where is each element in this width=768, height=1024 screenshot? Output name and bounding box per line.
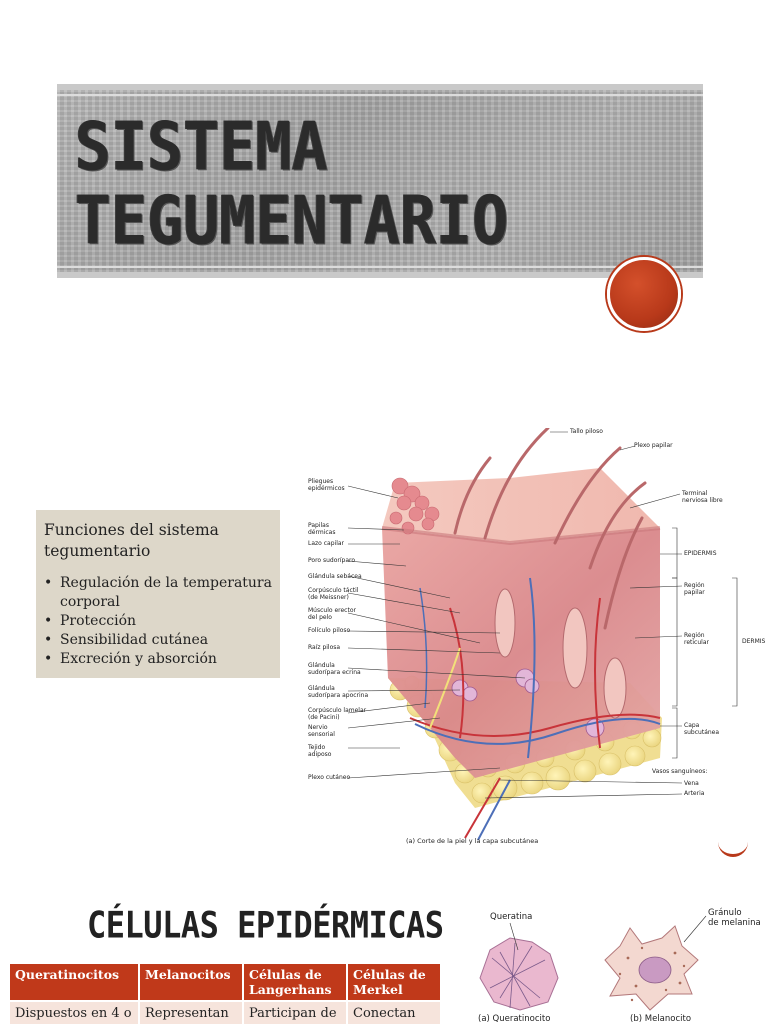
label-vena: Vena bbox=[684, 780, 699, 787]
table-header: Células de Langerhans bbox=[243, 964, 347, 1001]
label-capa-subcutanea: Capa subcutánea bbox=[684, 722, 720, 736]
functions-box bbox=[36, 510, 280, 678]
cells-table bbox=[10, 964, 442, 1024]
diagram-caption: (a) Corte de la piel y la capa subcutánea bbox=[406, 837, 539, 845]
label-poro: Poro sudoríparo bbox=[308, 557, 356, 564]
table-cell: Participan de bbox=[243, 1001, 347, 1024]
functions-list bbox=[44, 574, 272, 669]
label-apocrina: Glándula sudorípara apocrina bbox=[308, 685, 369, 699]
label-pacini: Corpúsculo lamelar (de Pacini) bbox=[308, 707, 367, 721]
label-lazo-capilar: Lazo capilar bbox=[308, 540, 345, 547]
label-dermis: DERMIS bbox=[742, 638, 766, 645]
label-queratina: Queratina bbox=[490, 912, 533, 922]
label-vasos: Vasos sanguíneos: bbox=[652, 768, 708, 775]
table-cell: Representan bbox=[139, 1001, 243, 1024]
cells-slide bbox=[0, 868, 768, 1024]
label-terminal-nerviosa: Terminal nerviosa libre bbox=[682, 490, 723, 504]
caption-queratinocito: (a) Queratinocito bbox=[478, 1014, 551, 1024]
label-region-papilar: Región papilar bbox=[684, 582, 705, 596]
label-pliegues: Pliegues epidérmicos bbox=[308, 478, 345, 492]
label-plexo-papilar: Plexo papilar bbox=[634, 442, 673, 449]
label-erector: Músculo erector del pelo bbox=[308, 607, 356, 621]
functions-slide bbox=[0, 340, 768, 868]
table-cell: Conectan bbox=[347, 1001, 441, 1024]
functions-title: Funciones del sistema tegumentario bbox=[44, 521, 219, 560]
decorative-circle-icon bbox=[718, 840, 748, 857]
list-item: • Sensibilidad cutánea bbox=[44, 631, 272, 650]
list-item: • Protección bbox=[44, 612, 272, 631]
table-cell: Dispuestos en 4 o bbox=[10, 1001, 139, 1024]
table-header: Queratinocitos bbox=[10, 964, 139, 1001]
table-header-row bbox=[10, 964, 441, 1001]
banner-stripe-bottom bbox=[57, 266, 703, 268]
slide-title: SISTEMA TEGUMENTARIO bbox=[75, 107, 509, 261]
label-papilas: Papilas dérmicas bbox=[308, 522, 336, 536]
skin-diagram bbox=[300, 428, 768, 848]
decorative-circle-icon bbox=[607, 257, 681, 331]
title-slide bbox=[0, 0, 768, 340]
table-header: Células de Merkel bbox=[347, 964, 441, 1001]
label-plexo-cutaneo: Plexo cutáneo bbox=[308, 774, 351, 781]
label-raiz: Raíz pilosa bbox=[308, 644, 341, 651]
label-meissner: Corpúsculo táctil (de Meissner) bbox=[308, 587, 359, 601]
table-header: Melanocitos bbox=[139, 964, 243, 1001]
label-nervio: Nervio sensorial bbox=[308, 724, 335, 738]
label-tallo-piloso: Tallo piloso bbox=[570, 428, 603, 435]
label-ecrina: Glándula sudorípara ecrina bbox=[308, 662, 361, 676]
list-item: • Regulación de la temperatura corporal bbox=[44, 574, 272, 612]
list-item: • Excreción y absorción bbox=[44, 650, 272, 669]
label-foliculo: Folículo piloso bbox=[308, 627, 351, 634]
table-row bbox=[10, 1001, 441, 1024]
cells-illustration bbox=[470, 898, 768, 1024]
label-arteria: Arteria bbox=[684, 790, 705, 797]
label-region-reticular: Región reticular bbox=[684, 632, 709, 646]
caption-melanocito: (b) Melanocito bbox=[630, 1014, 692, 1024]
slide-title: CÉLULAS EPIDÉRMICAS bbox=[87, 902, 444, 947]
title-banner bbox=[57, 84, 703, 278]
label-sebacea: Glándula sebácea bbox=[308, 573, 362, 580]
banner-stripe-top bbox=[57, 94, 703, 96]
label-tejido-adiposo: Tejido adiposo bbox=[308, 744, 332, 758]
label-granulo-melanina: Gránulo de melanina bbox=[708, 908, 761, 928]
label-epidermis: EPIDERMIS bbox=[684, 550, 717, 557]
